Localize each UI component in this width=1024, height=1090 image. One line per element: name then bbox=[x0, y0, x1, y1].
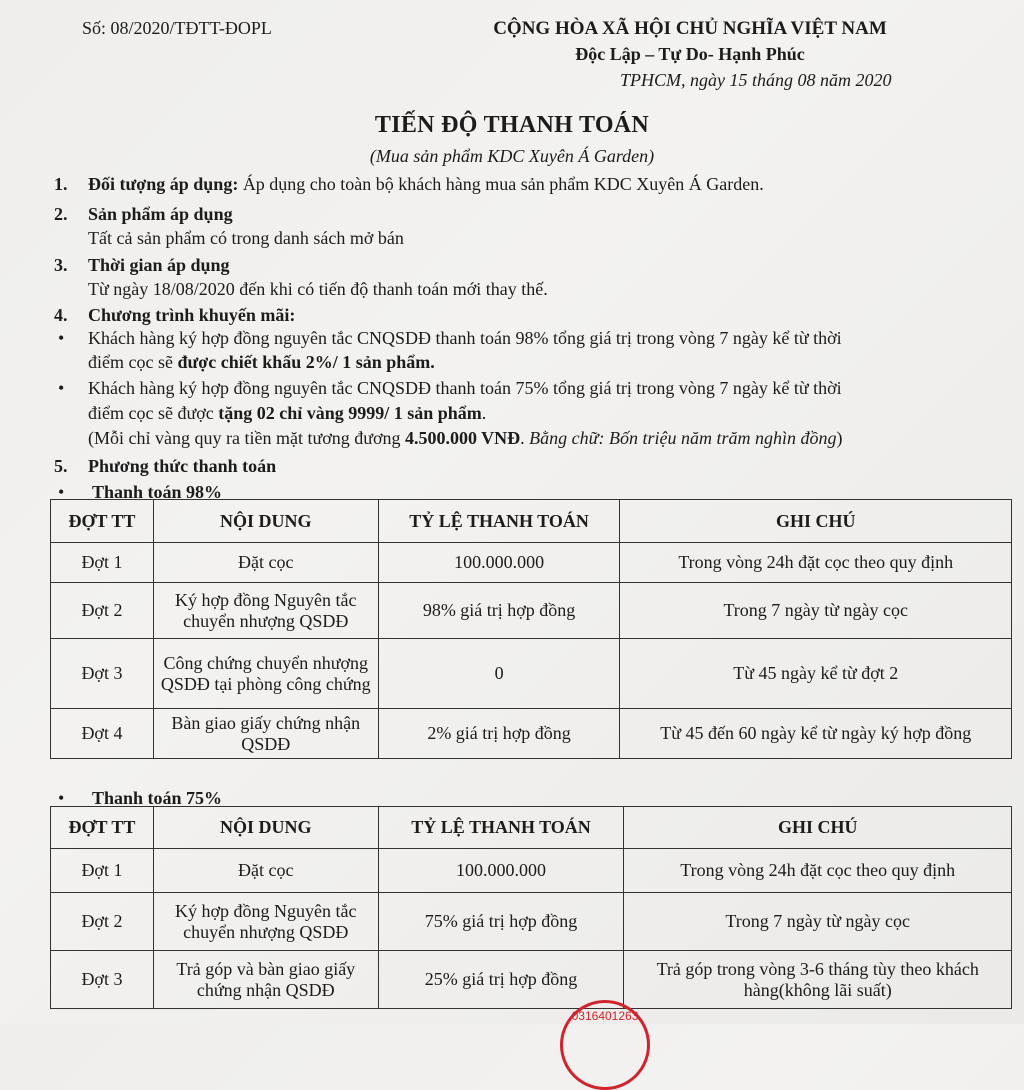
payment-table-75 bbox=[50, 806, 1012, 1009]
promo-1-discount: được chiết khấu 2%/ 1 sản phẩm. bbox=[177, 352, 435, 372]
section-1-number: 1. bbox=[54, 174, 68, 194]
bullet-icon: • bbox=[58, 788, 65, 808]
page-subtitle: (Mua sản phẩm KDC Xuyên Á Garden) bbox=[369, 146, 655, 166]
note-amount-words: Bằng chữ: Bốn triệu năm trăm nghìn đồng bbox=[529, 428, 837, 448]
promo-1-line-2 bbox=[88, 352, 435, 373]
payment-table-98 bbox=[50, 499, 1012, 759]
table-75-caption: Thanh toán 75% bbox=[92, 788, 223, 808]
section-5-label: Phương thức thanh toán bbox=[88, 456, 277, 476]
table-cell: Đợt 1 bbox=[51, 849, 154, 893]
table-cell: Từ 45 đến 60 ngày kể từ ngày ký hợp đồng bbox=[620, 709, 1012, 759]
section-2-label: Sản phẩm áp dụng bbox=[88, 204, 233, 224]
promo-1-line-1: Khách hàng ký hợp đồng nguyên tắc CNQSDĐ thanh toán 98% tổng giá trị trong vòng 7 ngày kể từ thời bbox=[88, 328, 842, 348]
document-number: Số: 08/2020/TĐTT-ĐOPL bbox=[82, 18, 272, 38]
note-amount: 4.500.000 VNĐ bbox=[405, 428, 521, 448]
section-1 bbox=[88, 174, 764, 195]
table-row bbox=[51, 709, 1012, 759]
section-2-number: 2. bbox=[54, 204, 68, 224]
header-cell: ĐỢT TT bbox=[51, 500, 154, 543]
table-cell: Ký hợp đồng Nguyên tắc chuyển nhượng QSDĐ bbox=[153, 893, 378, 951]
table-row bbox=[51, 639, 1012, 709]
table-cell: Đợt 2 bbox=[51, 893, 154, 951]
header-cell: NỘI DUNG bbox=[153, 500, 378, 543]
header-cell: ĐỢT TT bbox=[51, 807, 154, 849]
promo-2-text: điểm cọc sẽ được bbox=[88, 403, 219, 423]
table-cell: Trong 7 ngày từ ngày cọc bbox=[624, 893, 1012, 951]
promo-2-line-1: Khách hàng ký hợp đồng nguyên tắc CNQSDĐ thanh toán 75% tổng giá trị trong vòng 7 ngày kể từ thời bbox=[88, 378, 842, 398]
bullet-icon: • bbox=[58, 328, 65, 348]
table-row bbox=[51, 583, 1012, 639]
stamp-text: 0316401263 bbox=[571, 1009, 639, 1023]
header-cell: GHI CHÚ bbox=[620, 500, 1012, 543]
header-cell: NỘI DUNG bbox=[153, 807, 378, 849]
table-cell: Bàn giao giấy chứng nhận QSDĐ bbox=[153, 709, 378, 759]
section-1-text: Áp dụng cho toàn bộ khách hàng mua sản phẩm KDC Xuyên Á Garden. bbox=[238, 174, 764, 194]
bullet-icon: • bbox=[58, 378, 65, 398]
table-cell: Đợt 3 bbox=[51, 639, 154, 709]
note-text: (Mỗi chỉ vàng quy ra tiền mặt tương đương bbox=[88, 428, 405, 448]
note-dot: . bbox=[520, 428, 530, 448]
table-cell: 100.000.000 bbox=[378, 543, 620, 583]
table-row bbox=[51, 543, 1012, 583]
section-4-number: 4. bbox=[54, 305, 68, 325]
table-98-caption: Thanh toán 98% bbox=[92, 482, 223, 502]
section-3-label: Thời gian áp dụng bbox=[88, 255, 230, 275]
section-1-label: Đối tượng áp dụng: bbox=[88, 174, 239, 194]
table-header-row bbox=[51, 500, 1012, 543]
section-3-number: 3. bbox=[54, 255, 68, 275]
bullet-icon: • bbox=[58, 482, 65, 502]
table-row bbox=[51, 893, 1012, 951]
promo-1-text: điểm cọc sẽ bbox=[88, 352, 178, 372]
table-cell: Đợt 1 bbox=[51, 543, 154, 583]
section-2-text: Tất cả sản phẩm có trong danh sách mở bán bbox=[88, 228, 404, 248]
table-header-row bbox=[51, 807, 1012, 849]
promo-2-line-2 bbox=[88, 403, 486, 424]
promo-2-end: . bbox=[481, 403, 487, 423]
table-cell: 2% giá trị hợp đồng bbox=[378, 709, 620, 759]
document-date: TPHCM, ngày 15 tháng 08 năm 2020 bbox=[620, 70, 892, 90]
company-stamp bbox=[560, 1000, 650, 1090]
national-title: CỘNG HÒA XÃ HỘI CHỦ NGHĨA VIỆT NAM bbox=[493, 18, 887, 39]
table-cell: Ký hợp đồng Nguyên tắc chuyển nhượng QSDĐ bbox=[153, 583, 378, 639]
table-cell: Đợt 2 bbox=[51, 583, 154, 639]
table-cell: Công chứng chuyển nhượng QSDĐ tại phòng công chứng bbox=[153, 639, 378, 709]
table-cell: Đợt 3 bbox=[51, 951, 154, 1009]
table-row bbox=[51, 849, 1012, 893]
gold-value-note bbox=[88, 428, 842, 449]
note-close: ) bbox=[836, 428, 843, 448]
section-3-text: Từ ngày 18/08/2020 đến khi có tiến độ thanh toán mới thay thế. bbox=[88, 279, 548, 299]
table-cell: Trả góp và bàn giao giấy chứng nhận QSDĐ bbox=[153, 951, 378, 1009]
table-cell: Trong 7 ngày từ ngày cọc bbox=[620, 583, 1012, 639]
header-cell: TỶ LỆ THANH TOÁN bbox=[378, 807, 624, 849]
table-cell: 75% giá trị hợp đồng bbox=[378, 893, 624, 951]
header-cell: GHI CHÚ bbox=[624, 807, 1012, 849]
table-cell: Từ 45 ngày kể từ đợt 2 bbox=[620, 639, 1012, 709]
table-cell: Đặt cọc bbox=[153, 543, 378, 583]
table-cell: Đặt cọc bbox=[153, 849, 378, 893]
table-cell: Trong vòng 24h đặt cọc theo quy định bbox=[624, 849, 1012, 893]
promo-2-gift: tặng 02 chỉ vàng 9999/ 1 sản phẩm bbox=[218, 403, 482, 423]
national-motto: Độc Lập – Tự Do- Hạnh Phúc bbox=[575, 44, 805, 64]
table-cell: Trong vòng 24h đặt cọc theo quy định bbox=[620, 543, 1012, 583]
table-row bbox=[51, 951, 1012, 1009]
table-cell: 98% giá trị hợp đồng bbox=[378, 583, 620, 639]
table-cell: 25% giá trị hợp đồng bbox=[378, 951, 624, 1009]
table-cell: Trả góp trong vòng 3-6 tháng tùy theo khách hàng(không lãi suất) bbox=[624, 951, 1012, 1009]
table-cell: Đợt 4 bbox=[51, 709, 154, 759]
section-5-number: 5. bbox=[54, 456, 68, 476]
section-4-label: Chương trình khuyến mãi: bbox=[88, 305, 296, 325]
table-cell: 100.000.000 bbox=[378, 849, 624, 893]
table-cell: 0 bbox=[378, 639, 620, 709]
header-cell: TỶ LỆ THANH TOÁN bbox=[378, 500, 620, 543]
page-title: TIẾN ĐỘ THANH TOÁN bbox=[374, 112, 650, 138]
